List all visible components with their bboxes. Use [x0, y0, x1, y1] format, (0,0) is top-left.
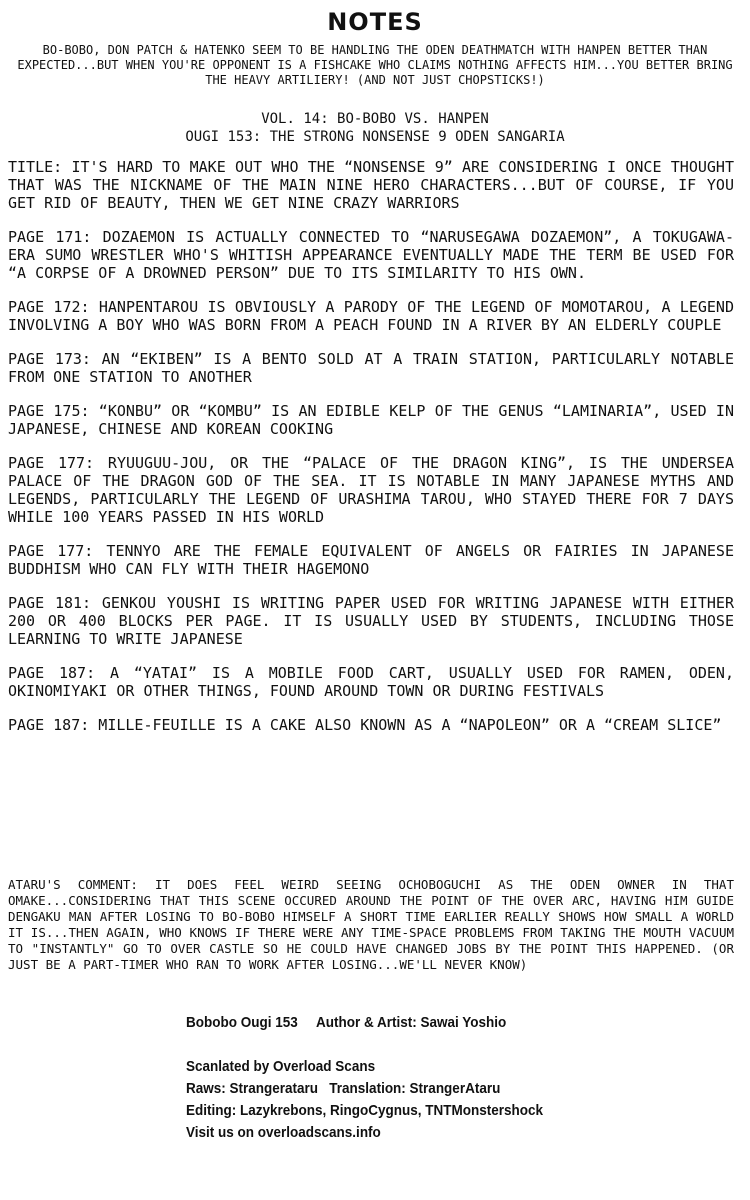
note-item: PAGE 181: GENKOU YOUSHI IS WRITING PAPER USED FOR WRITING JAPANESE WITH EITHER 200 OR 400 BLOCKS PER PAGE. IT IS USUALLY USED BY STUDENTS, INCLUDING THOSE LEARNING TO WRITE JAPANESE	[8, 594, 734, 648]
note-item: PAGE 171: DOZAEMON IS ACTUALLY CONNECTED TO “NARUSEGAWA DOZAEMON”, A TOKUGAWA-ERA SUMO WRESTLER WHO'S WHITISH APPEARANCE EVENTUALLY MADE THE TERM BE USED FOR “A CORPSE OF A DROWNED PERSON” DUE TO ITS SIMILARITY TO HIS OWN.	[8, 228, 734, 282]
editing-credit: Editing: Lazykrebons, RingoCygnus, TNTMonstershock	[186, 1102, 544, 1119]
raws-credit: Raws: Strangerataru Translation: StrangerAtaru	[186, 1080, 501, 1097]
page-title: NOTES	[327, 8, 423, 36]
note-item: PAGE 173: AN “EKIBEN” IS A BENTO SOLD AT A TRAIN STATION, PARTICULARLY NOTABLE FROM ONE STATION TO ANOTHER	[8, 350, 734, 386]
note-item: PAGE 177: RYUUGUU-JOU, OR THE “PALACE OF THE DRAGON KING”, IS THE UNDERSEA PALACE OF THE DRAGON GOD OF THE SEA. IT IS NOTABLE IN MANY JAPANESE MYTHS AND LEGENDS, PARTICULARLY THE LEGEND OF URASHIMA TAROU, WHO STAYED THERE FOR 7 DAYS WHILE 100 YEARS PASSED IN HIS WORLD	[8, 454, 734, 526]
note-item: PAGE 187: A “YATAI” IS A MOBILE FOOD CART, USUALLY USED FOR RAMEN, ODEN, OKINOMIYAKI OR OTHER THINGS, FOUND AROUND TOWN OR DURING FESTIVALS	[8, 664, 734, 700]
notes-list	[8, 158, 734, 750]
credits-header	[186, 1012, 543, 1034]
volume-title: VOL. 14: BO-BOBO VS. HANPEN	[261, 111, 489, 127]
intro-text: BO-BOBO, DON PATCH & HATENKO SEEM TO BE HANDLING THE ODEN DEATHMATCH WITH HANPEN BETTER THAN EXPECTED...BUT WHEN YOU'RE OPPONENT IS A FISHCAKE WHO CLAIMS NOTHING AFFECTS HIM...YOU BETTER BRING THE HEAVY ARTILIERY! (AND NOT JUST CHOPSTICKS!)	[17, 43, 733, 87]
chapter-title: OUGI 153: THE STRONG NONSENSE 9 ODEN SANGARIA	[185, 129, 565, 145]
note-item: PAGE 177: TENNYO ARE THE FEMALE EQUIVALENT OF ANGELS OR FAIRIES IN JAPANESE BUDDHISM WHO CAN FLY WITH THEIR HAGEMONO	[8, 542, 734, 578]
scanlation-credits	[186, 1056, 543, 1144]
series-label: Bobobo Ougi 153	[186, 1014, 298, 1031]
volume-heading	[0, 110, 750, 146]
group-credit: Scanlated by Overload Scans	[186, 1058, 376, 1075]
note-item: PAGE 172: HANPENTAROU IS OBVIOUSLY A PARODY OF THE LEGEND OF MOMOTAROU, A LEGEND INVOLVING A BOY WHO WAS BORN FROM A PEACH FOUND IN A RIVER BY AN ELDERLY COUPLE	[8, 298, 734, 334]
credits	[186, 1012, 543, 1144]
note-item: PAGE 175: “KONBU” OR “KOMBU” IS AN EDIBLE KELP OF THE GENUS “LAMINARIA”, USED IN JAPANESE, CHINESE AND KOREAN COOKING	[8, 402, 734, 438]
translator-comment: ATARU'S COMMENT: IT DOES FEEL WEIRD SEEING OCHOBOGUCHI AS THE ODEN OWNER IN THAT OMAKE...CONSIDERING THAT THIS SCENE OCCURED AROUND THE POINT OF THE OVER ARC, HAVING HIM GUIDE DENGAKU MAN AFTER LOSING TO BO-BOBO HIMSELF A SHORT TIME EARLIER REALLY SHOWS HOW SMALL A WORLD IT IS...THEN AGAIN, WHO KNOWS IF THERE WERE ANY TIME-SPACE PROBLEMS FROM TAKING THE MOUTH VACUUM TO "INSTANTLY" GO TO OVER CASTLE SO HE COULD HAVE CHANGED JOBS BY THE POINT THIS HAPPENED. (OR JUST BE A PART-TIMER WHO RAN TO WORK AFTER LOSING...WE'LL NEVER KNOW)	[8, 877, 734, 972]
note-item: TITLE: IT'S HARD TO MAKE OUT WHO THE “NONSENSE 9” ARE CONSIDERING I ONCE THOUGHT THAT WAS THE NICKNAME OF THE MAIN NINE HERO CHARACTERS...BUT OF COURSE, IF YOU GET RID OF BEAUTY, THEN WE GET NINE CRAZY WARRIORS	[8, 158, 734, 212]
note-item: PAGE 187: MILLE-FEUILLE IS A CAKE ALSO KNOWN AS A “NAPOLEON” OR A “CREAM SLICE”	[8, 716, 722, 734]
author-label: Author & Artist: Sawai Yoshio	[316, 1014, 507, 1031]
site-credit: Visit us on overloadscans.info	[186, 1124, 381, 1141]
